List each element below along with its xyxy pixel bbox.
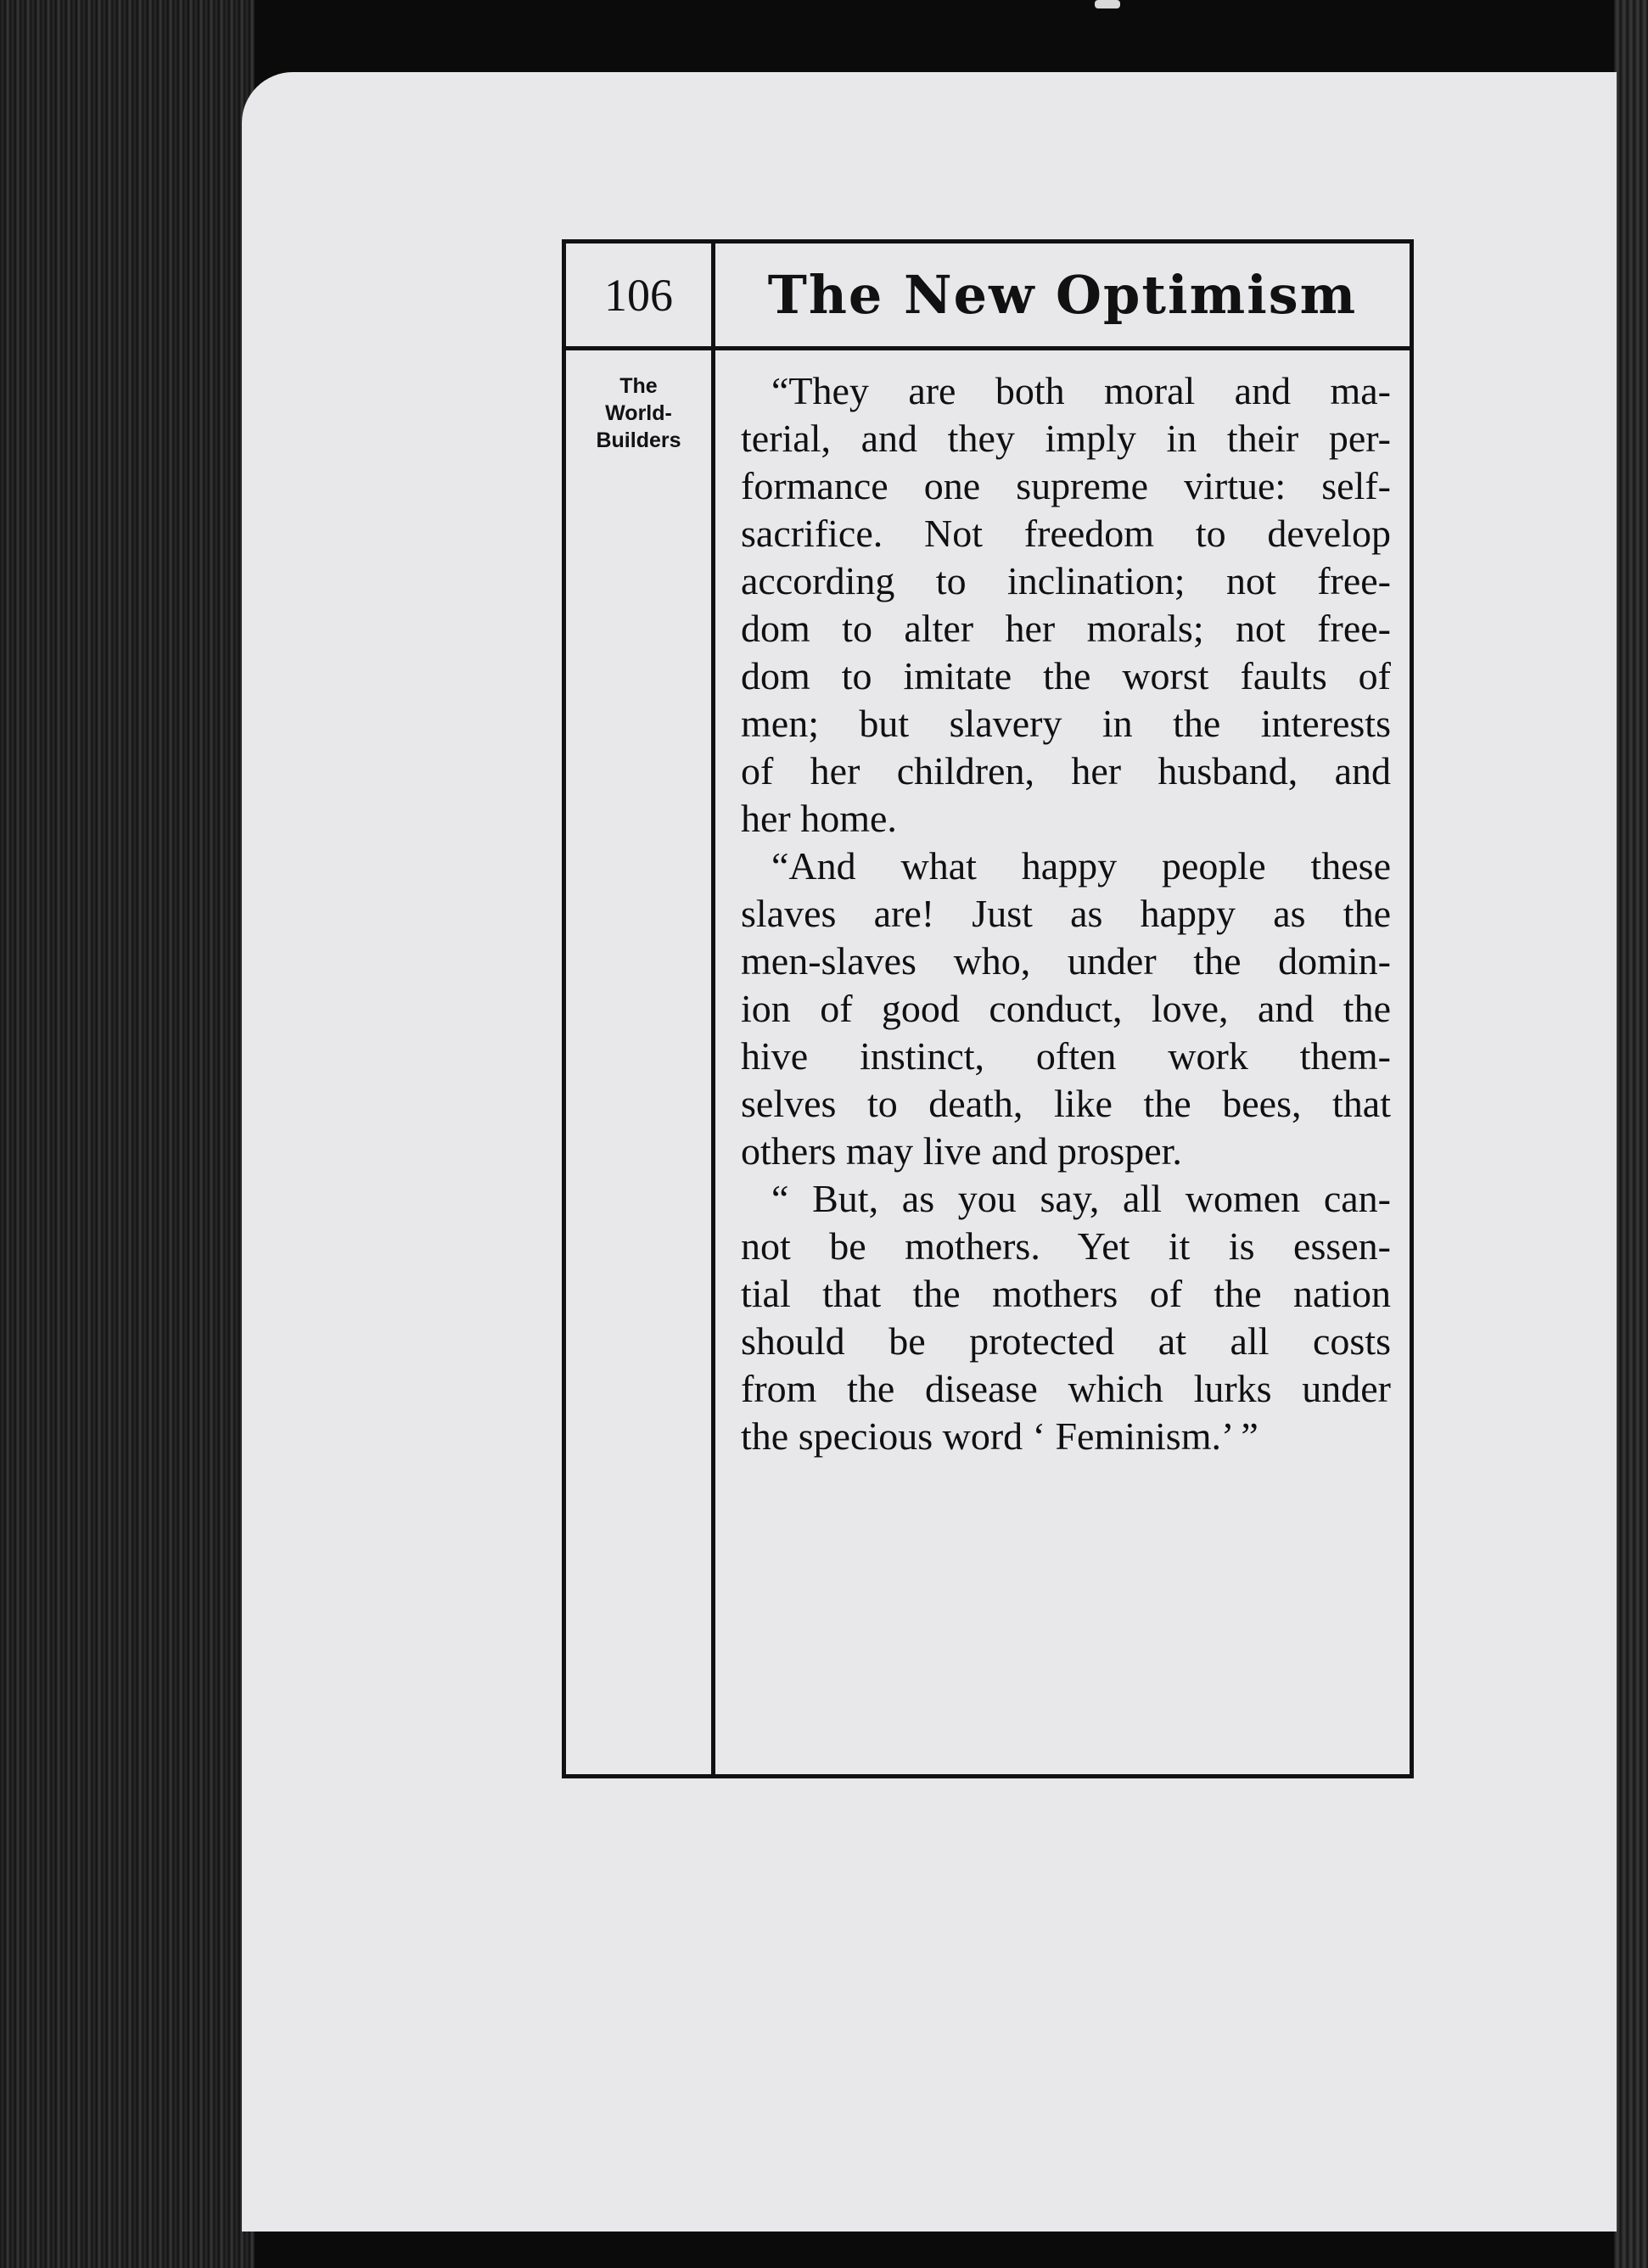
book-spine-edge xyxy=(0,0,255,2268)
text-line: of her children, her husband, and xyxy=(741,749,1391,792)
text-line: hive instinct, often work them- xyxy=(741,1034,1391,1078)
text-line: “And what happy people these xyxy=(771,844,1391,888)
text-line: should be protected at all costs xyxy=(741,1319,1391,1363)
text-line: formance one supreme virtue: self- xyxy=(741,464,1391,507)
text-line: “They are both moral and ma- xyxy=(771,369,1391,412)
text-line: ion of good conduct, love, and the xyxy=(741,987,1391,1030)
paragraph xyxy=(741,367,1391,843)
text-line: dom to alter her morals; not free- xyxy=(741,607,1391,650)
text-line: according to inclination; not free- xyxy=(741,559,1391,602)
text-line: slaves are! Just as happy as the xyxy=(741,892,1391,935)
text-line: selves to death, like the bees, that xyxy=(741,1082,1391,1125)
sidenote xyxy=(566,372,711,454)
text-line: her home. xyxy=(741,797,897,840)
scan-mark xyxy=(1095,0,1120,8)
paragraph xyxy=(741,1175,1391,1460)
book-right-edge xyxy=(1614,0,1648,2268)
text-frame xyxy=(562,239,1414,1778)
page-number: 106 xyxy=(604,269,673,321)
paragraph xyxy=(741,843,1391,1175)
text-line: “ But, as you say, all women can- xyxy=(771,1177,1391,1220)
sidenote-line: The xyxy=(619,374,658,398)
body-text xyxy=(715,350,1410,1774)
running-header xyxy=(566,244,1410,350)
margin-column xyxy=(566,350,715,1774)
sidenote-line: World- xyxy=(605,401,672,425)
sidenote-line: Builders xyxy=(596,428,681,452)
text-line: dom to imitate the worst faults of xyxy=(741,654,1391,697)
text-line: men; but slavery in the interests xyxy=(741,702,1391,745)
text-line: sacrifice. Not freedom to develop xyxy=(741,512,1391,555)
text-line: not be mothers. Yet it is essen- xyxy=(741,1224,1391,1268)
text-line: others may live and prosper. xyxy=(741,1129,1182,1173)
running-title-cell xyxy=(715,244,1410,346)
running-title: The New Optimism xyxy=(767,264,1358,326)
text-line: terial, and they imply in their per- xyxy=(741,417,1391,460)
text-line: tial that the mothers of the nation xyxy=(741,1272,1391,1315)
text-line: men-slaves who, under the domin- xyxy=(741,939,1391,983)
text-line: from the disease which lurks under xyxy=(741,1367,1391,1410)
page-number-cell xyxy=(566,244,715,346)
text-line: the specious word ‘ Feminism.’ ” xyxy=(741,1414,1258,1458)
